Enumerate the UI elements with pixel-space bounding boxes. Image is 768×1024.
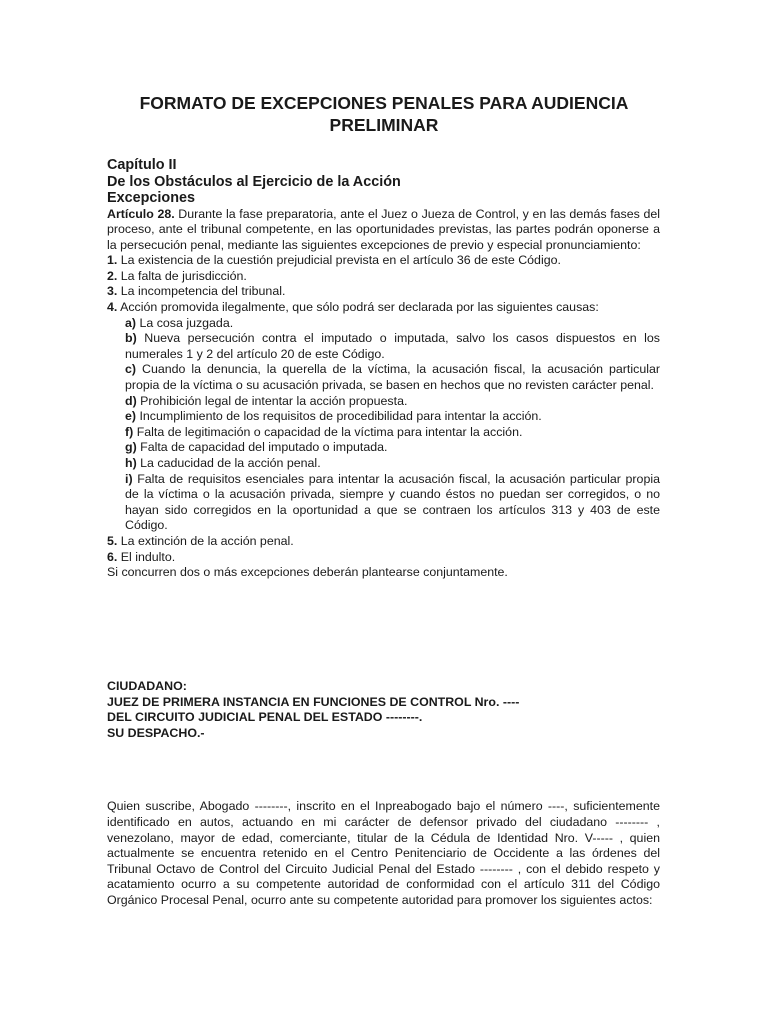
list-item: 2. La falta de jurisdicción. (107, 268, 247, 283)
address-line-1: CIUDADANO: (107, 679, 187, 693)
sub-list-item: e) Incumplimiento de los requisitos de procedibilidad para intentar la acción. (125, 409, 542, 424)
article-label: Artículo 28. (107, 206, 175, 221)
list-item: 5. La extinción de la acción penal. (107, 533, 294, 548)
address-line-2: JUEZ DE PRIMERA INSTANCIA EN FUNCIONES DE CONTROL Nro. ---- (107, 694, 520, 709)
article-text: Durante la fase preparatoria, ante el Juez o Jueza de Control, y en las demás fases del proceso, ante el tribunal competente, en las oportunidades previstas, las partes podrán oponerse a la persecución penal, mediante las siguientes excepciones de previo y especial pronunciamiento: (107, 206, 660, 252)
section-heading: Excepciones (107, 190, 195, 206)
sub-list-item: f) Falta de legitimación o capacidad de la víctima para intentar la acción. (125, 424, 523, 439)
closing-sentence: Si concurren dos o más excepciones deberán plantearse conjuntamente. (107, 565, 508, 580)
sub-list-item: h) La caducidad de la acción penal. (125, 456, 321, 470)
title-line-2: PRELIMINAR (329, 115, 439, 135)
sub-list-item: g) Falta de capacidad del imputado o imputada. (125, 440, 388, 455)
title-line-1: FORMATO DE EXCEPCIONES PENALES PARA AUDIENCIA (139, 93, 629, 113)
sub-list-item: i) Falta de requisitos esenciales para intentar la acusación fiscal, la acusación particular propia de la víctima o la acusación privada, siempre y cuando éstos no puedan ser corregidos, o no hayan sido corregidos en la oportunidad a que se contraen los artículos 313 y 403 de este Código. (125, 471, 660, 533)
list-item: 6. El indulto. (107, 549, 176, 564)
address-block (107, 679, 660, 741)
list-item: 1. La existencia de la cuestión prejudicial prevista en el artículo 36 de este Código. (107, 253, 561, 268)
sub-list-item: c) Cuando la denuncia, la querella de la víctima, la acusación fiscal, la acusación particular propia de la víctima o su acusación privada, se basen en hechos que no revisten carácter penal. (125, 362, 660, 393)
list-item: 4. Acción promovida ilegalmente, que sólo podrá ser declarada por las siguientes causas: (107, 300, 599, 315)
address-line-4: SU DESPACHO.- (107, 725, 205, 740)
sub-list-item: d) Prohibición legal de intentar la acción propuesta. (125, 393, 408, 408)
sub-list-item: a) La cosa juzgada. (125, 315, 234, 330)
chapter-subtitle: De los Obstáculos al Ejercicio de la Acción (107, 173, 401, 190)
chapter-heading: Capítulo II (107, 157, 177, 173)
address-line-3: DEL CIRCUITO JUDICIAL PENAL DEL ESTADO --------. (107, 710, 423, 725)
article-28-paragraph (107, 207, 660, 254)
intro-paragraph: Quien suscribe, Abogado --------, inscrito en el Inpreabogado bajo el número ----, suficientemente identificado en autos, actuando en mi carácter de defensor privado del ciudadano -------- , venezolano, mayor de edad, comerciante, titular de la Cédula de Identidad Nro. V----- , quien actualmente se encuentra retenido en el Centro Penitenciario de Occidente a las órdenes del Tribunal Octavo de Control del Circuito Judicial Penal del Estado -------- , con el debido respeto y acatamiento ocurro a su competente autoridad de conformidad con el artículo 311 del Código Orgánico Procesal Penal, ocurro ante su competente autoridad para promover los siguientes actos: (107, 799, 660, 907)
list-item: 3. La incompetencia del tribunal. (107, 284, 286, 299)
document-title (100, 92, 668, 136)
sub-list-item: b) Nueva persecución contra el imputado o imputada, salvo los casos dispuestos en los numerales 1 y 2 del artículo 20 de este Código. (125, 331, 660, 361)
document-body (107, 157, 660, 581)
